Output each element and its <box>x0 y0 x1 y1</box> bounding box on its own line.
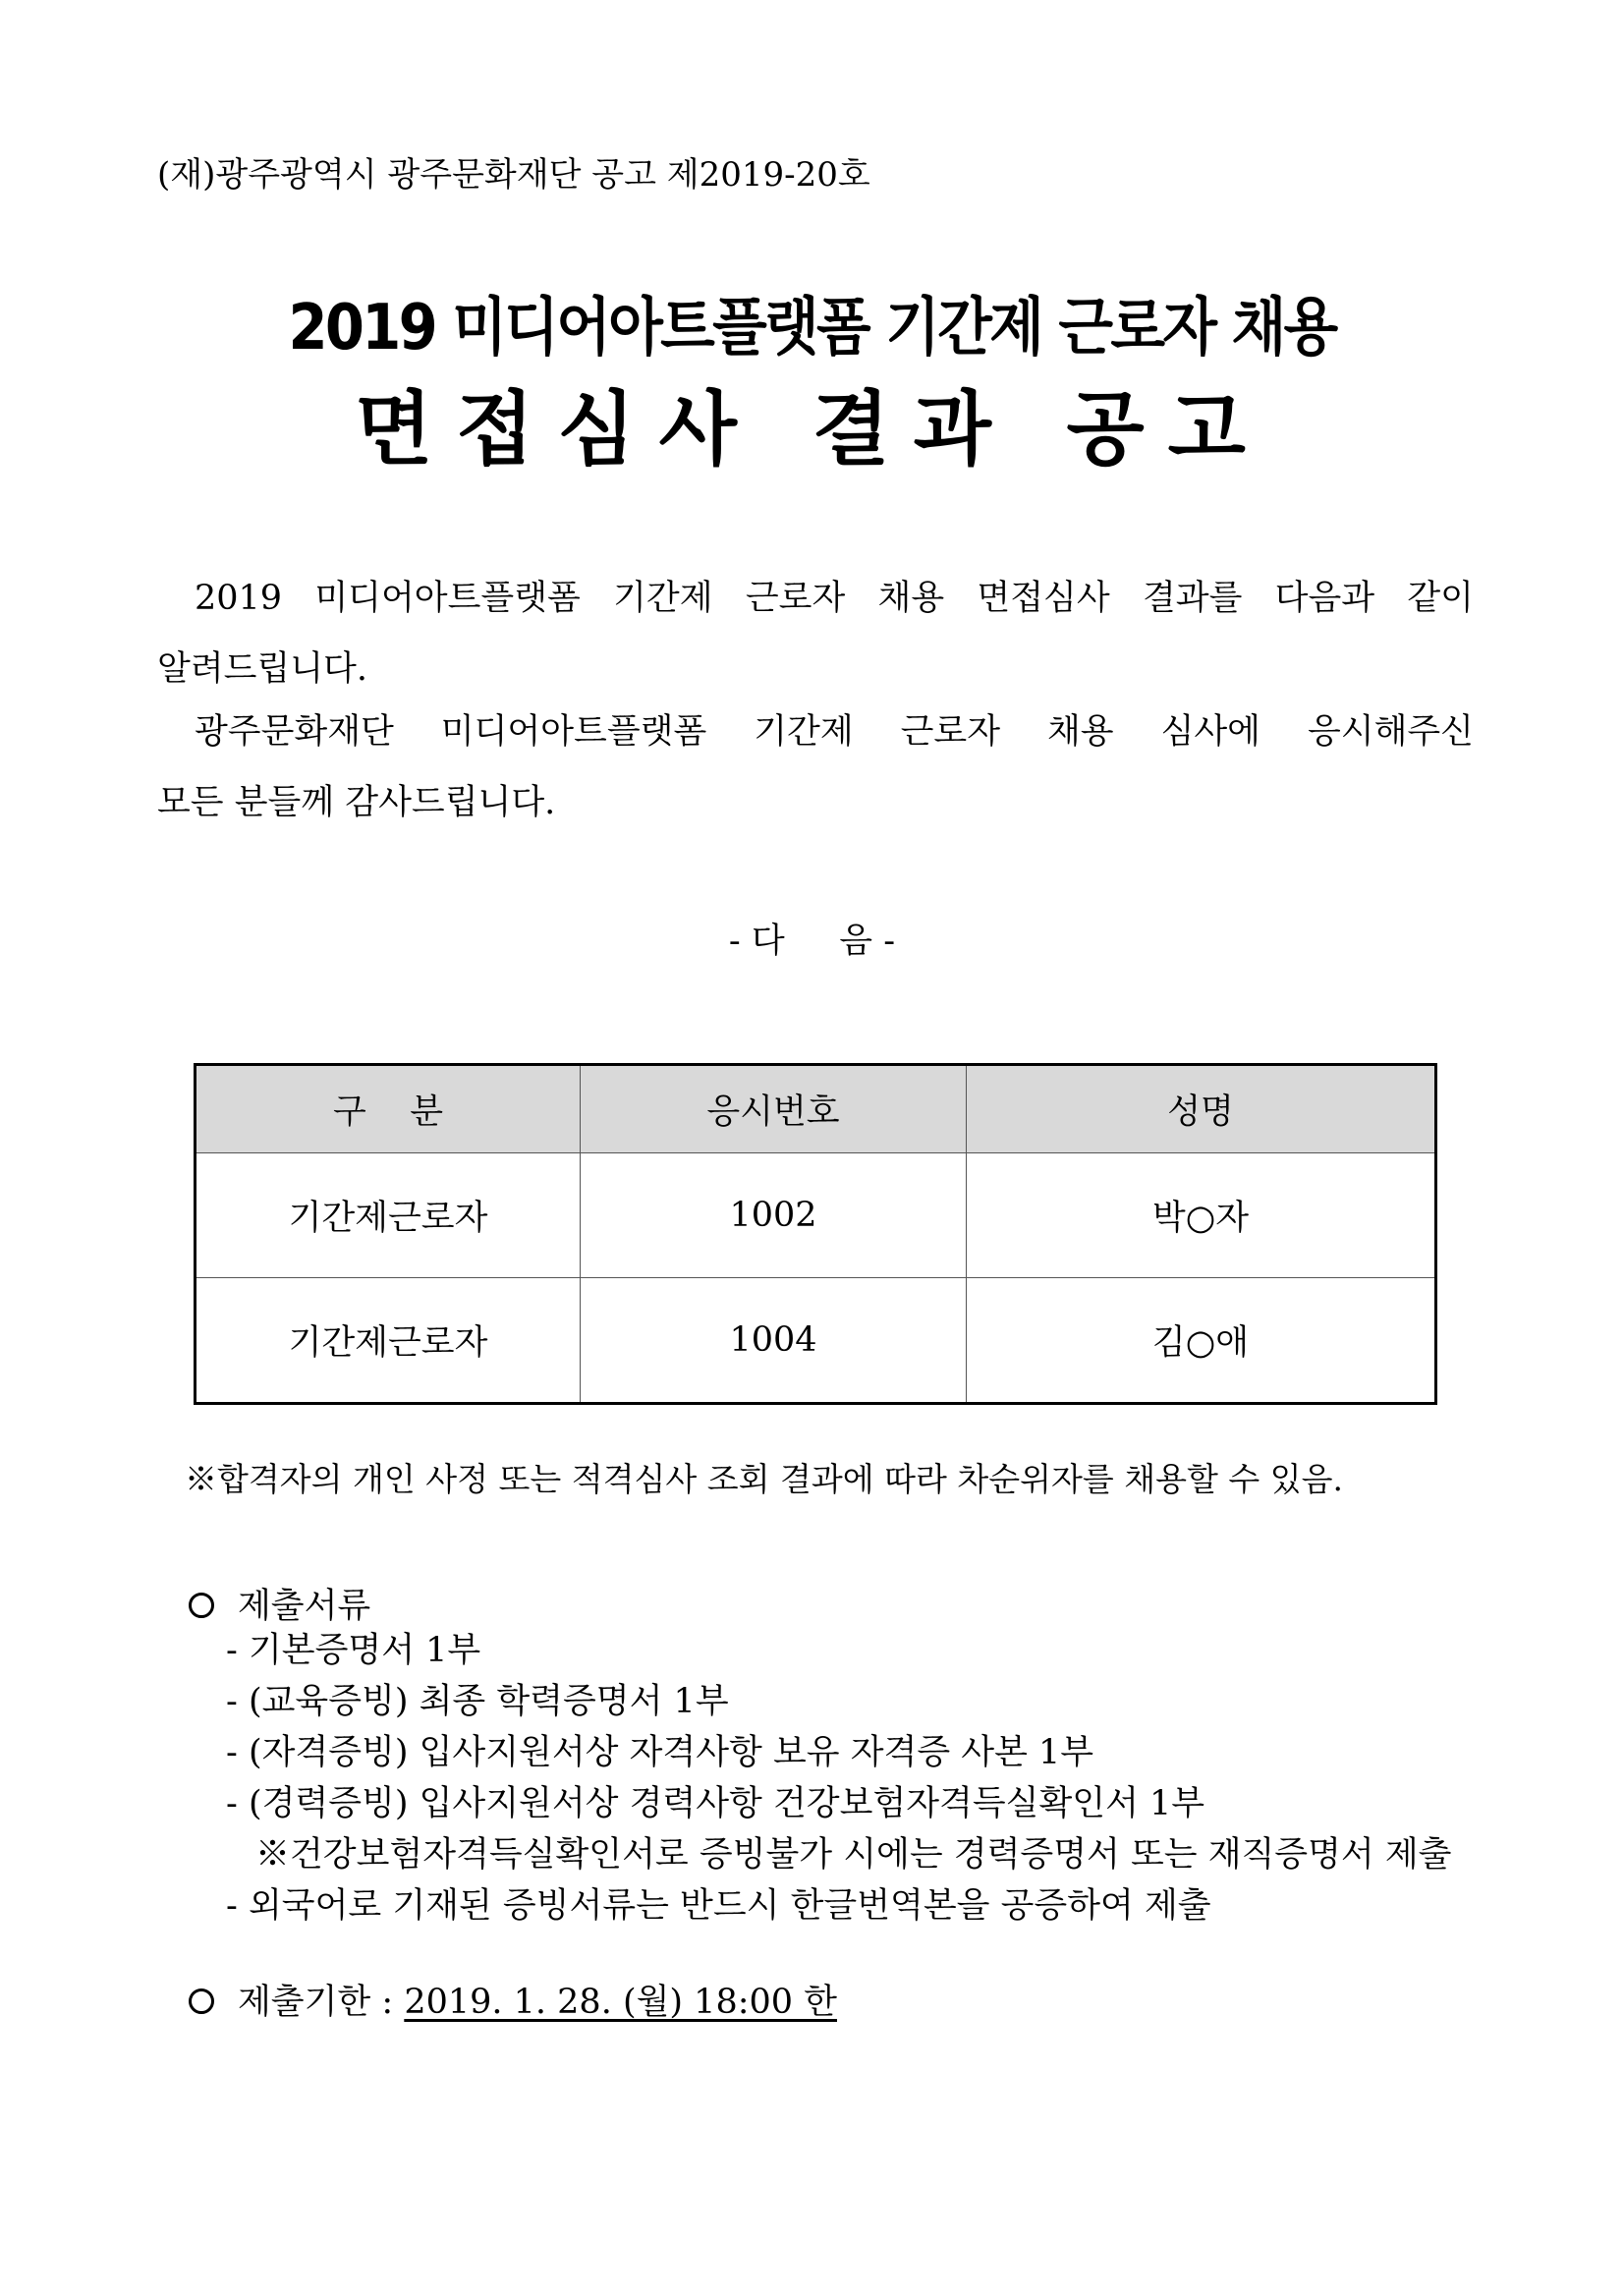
row-name: 박○자 <box>967 1153 1436 1278</box>
documents-list <box>226 1625 1452 1932</box>
list-item: - (자격증빙) 입사지원서상 자격사항 보유 자격증 사본 1부 <box>226 1733 1094 1772</box>
header-exam-number: 응시번호 <box>581 1065 967 1153</box>
row-category: 기간제근로자 <box>196 1153 581 1278</box>
deadline-label: 제출기한 : <box>238 1983 394 2022</box>
list-item: - 외국어로 기재된 증빙서류는 반드시 한글번역본을 공증하여 제출 <box>226 1886 1211 1926</box>
title-line-1: 2019 미디어아트플랫폼 기간제 근로자 채용 <box>288 292 1336 364</box>
circle-bullet-icon <box>189 1593 214 1618</box>
circle-bullet-icon <box>189 1988 214 2014</box>
list-item: - 기본증명서 1부 <box>226 1631 481 1670</box>
paragraph-1-line-2: 알려드립니다. <box>157 649 367 689</box>
header-name: 성명 <box>967 1065 1436 1153</box>
row-exam-number: 1004 <box>581 1278 967 1404</box>
center-mark <box>0 914 1624 963</box>
footnote: ※합격자의 개인 사정 또는 적격심사 조회 결과에 따라 차순위자를 채용할 수 있음. <box>185 1460 1343 1498</box>
table-header-row <box>196 1065 1436 1153</box>
table-row <box>196 1153 1436 1278</box>
row-name: 김○애 <box>967 1278 1436 1404</box>
paragraph-2-line-1: 광주문화재단 미디어아트플랫폼 기간제 근로자 채용 심사에 응시해주신 <box>195 712 1474 752</box>
header-category: 구 분 <box>196 1065 581 1153</box>
paragraph-2-line-2: 모든 분들께 감사드립니다. <box>157 783 556 822</box>
title-line-2: 면접심사 결과 공고 <box>355 383 1269 476</box>
deadline-line <box>189 1975 837 2024</box>
center-mark-text: - 다 음 - <box>728 922 896 961</box>
documents-heading-text: 제출서류 <box>238 1587 371 1626</box>
list-item: - (교육증빙) 최종 학력증명서 1부 <box>226 1682 729 1721</box>
list-item-note: ※건강보험자격득실확인서로 증빙불가 시에는 경력증명서 또는 재직증명서 제출 <box>255 1835 1452 1875</box>
documents-heading <box>189 1579 370 1628</box>
row-exam-number: 1002 <box>581 1153 967 1278</box>
row-category: 기간제근로자 <box>196 1278 581 1404</box>
table-row <box>196 1278 1436 1404</box>
list-item: - (경력증빙) 입사지원서상 경력사항 건강보험자격득실확인서 1부 <box>226 1784 1205 1823</box>
notice-number: (재)광주광역시 광주문화재단 공고 제2019-20호 <box>157 155 870 195</box>
paragraph-1-line-1: 2019 미디어아트플랫폼 기간제 근로자 채용 면접심사 결과를 다음과 같이 <box>195 579 1474 618</box>
deadline-value: 2019. 1. 28. (월) 18:00 한 <box>404 1983 837 2022</box>
result-table <box>194 1063 1437 1405</box>
